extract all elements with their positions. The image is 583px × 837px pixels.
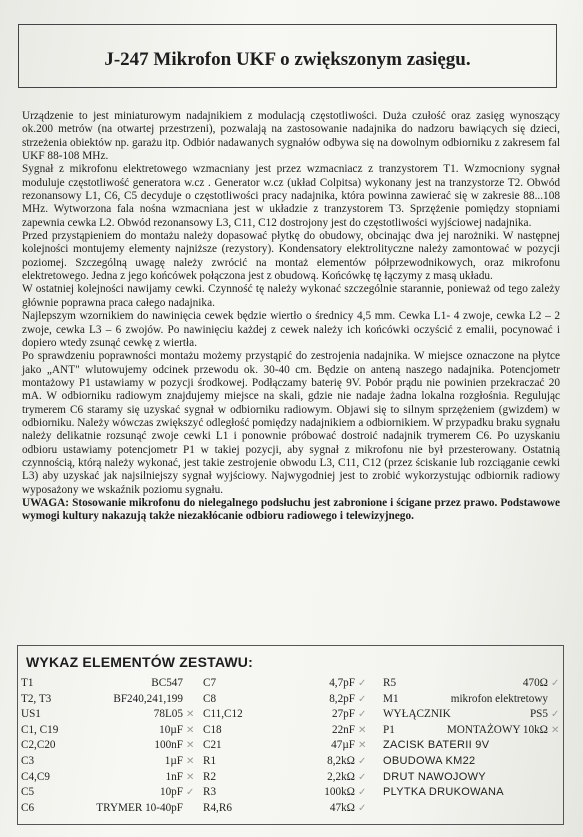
part-name: R2 — [203, 770, 217, 783]
part-row — [203, 707, 368, 723]
part-name: C1, C19 — [21, 723, 59, 736]
part-value: 4,7pF — [329, 677, 355, 689]
part-name: C21 — [203, 739, 222, 752]
part-value: 8,2pF — [329, 692, 355, 705]
part-name: T2, T3 — [21, 692, 52, 705]
part-value: MONTAŻOWY 10kΩ — [446, 723, 548, 736]
part-row — [383, 707, 561, 723]
paragraph-intro: Urządzenie to jest miniaturowym nadajnikiem z modulacją częstotliwości. Duża czułość oraz zasięg wynoszący ok.200 metrów (na otwartej przestrzeni), pozwalają na zastosowanie nadajnika do nadzoru bawiących się dzieci, strzeżenia obiektów np. garażu itp. Odbiór nadawanych sygnałów odbywa się na dowolnym odbiorniku z zakresem fal UKF 88-108 MHz. — [22, 110, 560, 163]
part-name: C5 — [21, 786, 35, 799]
part-item: DRUT NAWOJOWY — [383, 770, 486, 783]
part-value: TRYMER 10-40pF — [96, 801, 183, 814]
check-mark: ✓ — [551, 678, 560, 689]
check-mark: ✓ — [551, 709, 560, 721]
check-mark: ✓ — [358, 678, 367, 689]
paragraph-coils: W ostatniej kolejności nawijamy cewki. Czynność tę należy wykonać szczególnie starannie, ponieważ od tego zależy głównie poprawna praca całego nadajnika. — [22, 283, 560, 309]
part-row-plain — [383, 754, 561, 770]
part-value: 100kΩ — [324, 786, 355, 799]
check-mark: ✓ — [358, 771, 367, 783]
part-value: 100nF — [154, 739, 183, 752]
part-row — [203, 692, 368, 708]
part-name: R1 — [203, 754, 217, 767]
part-name: US1 — [21, 708, 41, 721]
parts-list-box — [17, 645, 564, 825]
part-row — [383, 676, 561, 692]
check-mark: ✕ — [358, 724, 367, 736]
part-name: C2,C20 — [21, 739, 56, 752]
part-row-plain — [383, 738, 561, 754]
paragraph-tuning: Po sprawdzeniu poprawności montażu możemy przystąpić do zestrojenia nadajnika. W miejsce oznaczone na płytce jako „ANT" wlutowujemy odcinek przewodu ok. 30-40 cm. Będzie on anteną naszego nadajnika. Potencjometr montażowy P1 ustawiamy w pozycji środkowej. Podłączamy baterię 9V. Pobór prądu nie powinien przekraczać 20 mA. W odbiorniku radiowym znajdujemy miejsce na skali, gdzie nie nadaje żadna lokalna rozgłośnia. Regulując trymerem C6 staramy się uzyskać sygnał w odbiorniku radiowym. Objawi się to silnym sprzężeniem (gwizdem) w odbiorniku. Należy wówczas zwiększyć odległość pomiędzy nadajnikiem a odbiornikiem. W przypadku braku sygnału należy delikatnie rozsunąć zwoje cewki L1 i ponownie próbować dostroić nadajnik trymerem C6. Po uzyskaniu odbioru ustawiamy potencjometr P1 w takiej pozycji, aby sygnał z mikrofonu nie był przesterowany. Ostatnią czynnością, którą należy wykonać, jest takie zestrojenie obwodu L3, C11, C12 (przez ściskanie lub rozciąganie cewki L3) aby uzyskać jak najsilniejszy sygnał wyjściowy. Najwygodniej jest to zrobić wykorzystując odbiornik radiowy wyposażony we wskaźnik poziomu sygnału. — [22, 350, 560, 496]
part-row — [203, 676, 368, 692]
part-row — [383, 723, 561, 739]
part-item: OBUDOWA KM22 — [383, 754, 476, 767]
part-row — [203, 754, 368, 770]
part-value: PS5 — [529, 708, 548, 721]
warning-label: UWAGA: — [22, 496, 70, 509]
part-name: WYŁĄCZNIK — [383, 708, 451, 721]
part-name: C11,C12 — [203, 708, 243, 721]
part-value: BF240,241,199 — [113, 692, 183, 705]
part-name: R5 — [383, 677, 397, 689]
part-value: 10µF — [159, 723, 183, 736]
part-row — [21, 676, 196, 692]
part-row — [21, 692, 196, 708]
check-mark: ✓ — [358, 802, 367, 814]
part-value: 10pF — [159, 786, 183, 799]
check-mark: ✕ — [186, 755, 195, 767]
part-value: 47µF — [331, 739, 355, 752]
paragraph-circuit: Sygnał z mikrofonu elektretowego wzmacniany jest przez wzmacniacz z tranzystorem T1. Wzmocniony sygnał moduluje częstotliwość generatora w.cz . Generator w.cz (układ Colpitsa) wykonany jest na tranzystorze T2. Obwód rezonansowy L1, C6, C5 decyduje o częstotliwości pracy nadajnika, która powinna zawierać się w zakresie 88...108 MHz. Wytworzona fala nośna wzmacniana jest w układzie z tranzystorem T3. Sprzężenie pomiędzy stopniami zapewnia cewka L2. Obwód rezonansowy L3, C11, C12 dostrojony jest do częstotliwości wyjściowej nadajnika. — [22, 163, 560, 229]
part-row-plain — [383, 770, 561, 786]
part-name: C6 — [21, 801, 35, 814]
document-title: J-247 Mikrofon UKF o zwiększonym zasięgu. — [104, 49, 471, 70]
part-name: T1 — [21, 677, 34, 689]
part-row — [383, 692, 561, 708]
part-name: R4,R6 — [203, 801, 232, 814]
part-value: mikrofon elektretowy — [450, 692, 548, 705]
part-row — [21, 785, 196, 801]
check-mark: ✓ — [358, 693, 367, 705]
part-value: BC547 — [151, 677, 183, 689]
part-name: C4,C9 — [21, 770, 50, 783]
part-row — [21, 707, 196, 723]
warning-text: Stosowanie mikrofonu do nielegalnego podsłuchu jest zabronione i ścigane przez prawo. Podstawowe wymogi kultury nakazują także niezakłócanie odbioru radiowego i telewizyjnego. — [22, 496, 560, 523]
check-mark: ✓ — [358, 709, 367, 721]
part-row — [21, 770, 196, 786]
part-name: C3 — [21, 754, 35, 767]
part-item: PLYTKA DRUKOWANA — [383, 786, 504, 799]
part-row — [203, 801, 368, 817]
parts-column-1 — [21, 676, 196, 816]
part-value: 47kΩ — [329, 801, 355, 814]
warning-paragraph — [22, 497, 560, 524]
check-mark: ✓ — [186, 787, 195, 799]
part-value: 27pF — [331, 708, 355, 721]
check-mark: ✕ — [551, 724, 560, 736]
part-value: 1nF — [165, 770, 183, 783]
part-name: P1 — [383, 723, 395, 736]
parts-column-2 — [203, 676, 368, 816]
check-mark: ✕ — [186, 771, 195, 783]
paragraph-assembly: Przed przystąpieniem do montażu należy dopasować płytkę do obudowy, obcinając dwa jej narożniki. W następnej kolejności montujemy elementy najniższe (rezystory). Kondensatory elektrolityczne należy zamontować w pozycji poziomej. Szczególną uwagę należy zwrócić na montaż elementów półprzewodnikowych, oraz mikrofonu elektretowego. Jedna z jego końcówek połączona jest z obudową. Końcówkę tę łączymy z masą układu. — [22, 230, 560, 283]
check-mark: ✓ — [358, 787, 367, 799]
part-value: 2,2kΩ — [327, 770, 355, 783]
part-value: 470Ω — [522, 677, 548, 689]
parts-list-heading: WYKAZ ELEMENTÓW ZESTAWU: — [26, 654, 253, 670]
part-name: R3 — [203, 786, 217, 799]
part-row — [203, 785, 368, 801]
part-row — [203, 770, 368, 786]
part-value: 78L05 — [153, 708, 183, 721]
part-value: 22nF — [331, 723, 355, 736]
check-mark: ✕ — [358, 740, 367, 752]
part-row-plain — [383, 785, 561, 801]
part-row — [203, 738, 368, 754]
part-value: 8,2kΩ — [327, 754, 355, 767]
part-row — [21, 801, 196, 817]
part-name: C7 — [203, 677, 217, 689]
part-row — [203, 723, 368, 739]
part-row — [21, 738, 196, 754]
check-mark: ✕ — [186, 740, 195, 752]
parts-column-3 — [383, 676, 561, 801]
part-name: C18 — [203, 723, 222, 736]
check-mark: ✕ — [186, 724, 195, 736]
part-item: ZACISK BATERII 9V — [383, 739, 490, 752]
title-box — [18, 24, 557, 88]
part-name: C8 — [203, 692, 217, 705]
part-row — [21, 754, 196, 770]
part-name: M1 — [383, 692, 399, 705]
instructions-body — [22, 110, 560, 524]
part-row — [21, 723, 196, 739]
part-value: 1µF — [164, 754, 183, 767]
check-mark: ✓ — [358, 755, 367, 767]
check-mark: ✕ — [186, 709, 195, 721]
paragraph-coil-winding: Najlepszym wzornikiem do nawinięcia cewek będzie wiertło o średnicy 4,5 mm. Cewka L1- 4 zwoje, cewka L2 – 2 zwoje, cewka L3 – 6 zwojów. Po nawinięciu każdej z cewek należy ich końcówki oczyścić z emalii, pocynować i dopiero wtedy zsunąć cewkę z wiertła. — [22, 310, 560, 349]
